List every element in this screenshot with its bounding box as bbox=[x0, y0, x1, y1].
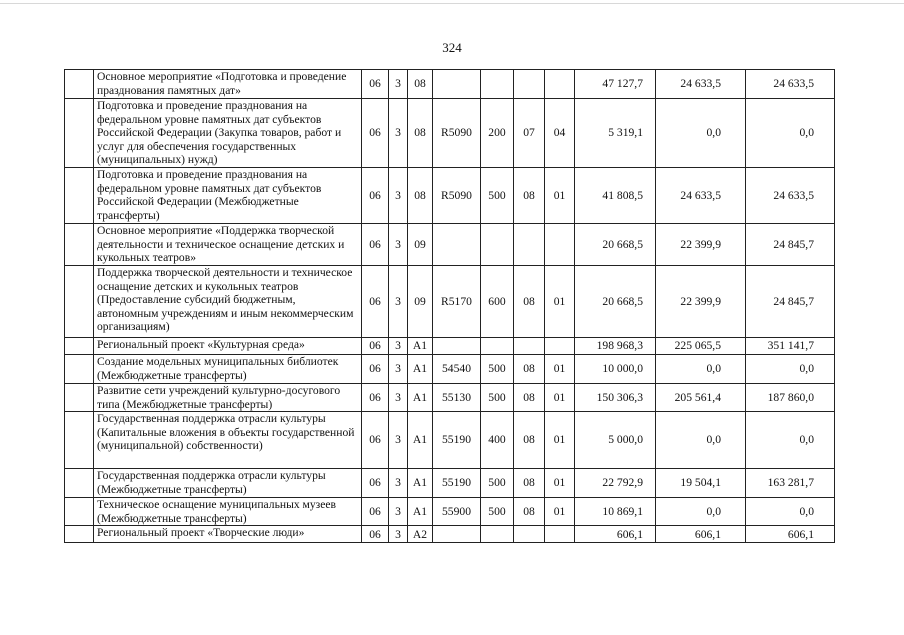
amount-year-3: 0,0 bbox=[746, 99, 835, 168]
amount-year-1: 5 319,1 bbox=[575, 99, 656, 168]
code-subsection bbox=[545, 224, 575, 266]
page-number: 324 bbox=[442, 40, 462, 55]
code-expense-type: 500 bbox=[481, 355, 514, 384]
page-top-edge bbox=[0, 3, 904, 4]
code-subsection: 01 bbox=[545, 168, 575, 224]
amount-year-3: 606,1 bbox=[746, 526, 835, 543]
code-subsection: 01 bbox=[545, 384, 575, 412]
blank-cell bbox=[65, 338, 94, 355]
code-program: 3 bbox=[389, 469, 408, 498]
code-section: 08 bbox=[514, 384, 545, 412]
amount-year-3: 24 633,5 bbox=[746, 70, 835, 99]
code-program: 3 bbox=[389, 384, 408, 412]
code-ministry: 06 bbox=[362, 355, 389, 384]
amount-year-2: 22 399,9 bbox=[656, 224, 746, 266]
code-subprogram: A1 bbox=[408, 355, 433, 384]
amount-year-2: 24 633,5 bbox=[656, 70, 746, 99]
code-expense-type bbox=[481, 224, 514, 266]
code-ministry: 06 bbox=[362, 412, 389, 469]
code-subprogram: A1 bbox=[408, 498, 433, 526]
amount-year-2: 606,1 bbox=[656, 526, 746, 543]
amount-year-1: 10 000,0 bbox=[575, 355, 656, 384]
code-section: 08 bbox=[514, 498, 545, 526]
blank-cell bbox=[65, 224, 94, 266]
code-target: R5090 bbox=[433, 168, 481, 224]
code-subprogram: A2 bbox=[408, 526, 433, 543]
amount-year-2: 19 504,1 bbox=[656, 469, 746, 498]
table-row bbox=[65, 70, 835, 99]
code-expense-type: 600 bbox=[481, 266, 514, 338]
code-target: R5170 bbox=[433, 266, 481, 338]
amount-year-1: 150 306,3 bbox=[575, 384, 656, 412]
code-ministry: 06 bbox=[362, 168, 389, 224]
code-subprogram: 08 bbox=[408, 168, 433, 224]
code-expense-type: 500 bbox=[481, 498, 514, 526]
amount-year-3: 0,0 bbox=[746, 412, 835, 469]
code-target: 54540 bbox=[433, 355, 481, 384]
table-row bbox=[65, 338, 835, 355]
amount-year-1: 198 968,3 bbox=[575, 338, 656, 355]
code-expense-type bbox=[481, 526, 514, 543]
code-subprogram: A1 bbox=[408, 338, 433, 355]
code-ministry: 06 bbox=[362, 384, 389, 412]
table-row bbox=[65, 355, 835, 384]
code-target bbox=[433, 526, 481, 543]
code-program: 3 bbox=[389, 338, 408, 355]
table-row bbox=[65, 412, 835, 469]
amount-year-1: 22 792,9 bbox=[575, 469, 656, 498]
table-row bbox=[65, 469, 835, 498]
code-subprogram: 09 bbox=[408, 266, 433, 338]
code-target bbox=[433, 224, 481, 266]
amount-year-2: 205 561,4 bbox=[656, 384, 746, 412]
table-row bbox=[65, 224, 835, 266]
code-expense-type: 400 bbox=[481, 412, 514, 469]
table-body bbox=[65, 70, 835, 543]
code-program: 3 bbox=[389, 70, 408, 99]
code-target: 55190 bbox=[433, 412, 481, 469]
amount-year-2: 0,0 bbox=[656, 99, 746, 168]
code-subprogram: 08 bbox=[408, 99, 433, 168]
amount-year-3: 24 845,7 bbox=[746, 266, 835, 338]
table-row bbox=[65, 498, 835, 526]
code-section: 08 bbox=[514, 469, 545, 498]
code-expense-type bbox=[481, 338, 514, 355]
row-name: Региональный проект «Культурная среда» bbox=[94, 338, 362, 355]
row-name: Региональный проект «Творческие люди» bbox=[94, 526, 362, 543]
code-target bbox=[433, 70, 481, 99]
code-target: 55900 bbox=[433, 498, 481, 526]
code-expense-type: 500 bbox=[481, 469, 514, 498]
amount-year-1: 47 127,7 bbox=[575, 70, 656, 99]
code-ministry: 06 bbox=[362, 526, 389, 543]
code-subsection: 04 bbox=[545, 99, 575, 168]
row-name: Техническое оснащение муниципальных музеев (Межбюджетные трансферты) bbox=[94, 498, 362, 526]
row-name: Государственная поддержка отрасли культуры (Межбюджетные трансферты) bbox=[94, 469, 362, 498]
row-name: Государственная поддержка отрасли культуры (Капитальные вложения в объекты государственной (муниципальной) собственности) bbox=[94, 412, 362, 469]
amount-year-3: 24 633,5 bbox=[746, 168, 835, 224]
code-subsection bbox=[545, 70, 575, 99]
code-target: R5090 bbox=[433, 99, 481, 168]
amount-year-2: 225 065,5 bbox=[656, 338, 746, 355]
table-row bbox=[65, 99, 835, 168]
row-name: Основное мероприятие «Поддержка творческой деятельности и техническое оснащение детских и кукольных театров» bbox=[94, 224, 362, 266]
amount-year-2: 0,0 bbox=[656, 355, 746, 384]
blank-cell bbox=[65, 355, 94, 384]
row-name: Подготовка и проведение празднования на федеральном уровне памятных дат субъектов Российской Федерации (Закупка товаров, работ и услуг для обеспечения государственных (муниципальных) нужд) bbox=[94, 99, 362, 168]
row-name: Подготовка и проведение празднования на федеральном уровне памятных дат субъектов Российской Федерации (Межбюджетные трансферты) bbox=[94, 168, 362, 224]
blank-cell bbox=[65, 266, 94, 338]
code-expense-type: 500 bbox=[481, 384, 514, 412]
code-subsection: 01 bbox=[545, 412, 575, 469]
code-subprogram: 08 bbox=[408, 70, 433, 99]
table-row bbox=[65, 526, 835, 543]
code-ministry: 06 bbox=[362, 224, 389, 266]
code-program: 3 bbox=[389, 224, 408, 266]
code-subprogram: A1 bbox=[408, 384, 433, 412]
code-ministry: 06 bbox=[362, 469, 389, 498]
code-ministry: 06 bbox=[362, 99, 389, 168]
amount-year-2: 22 399,9 bbox=[656, 266, 746, 338]
code-subsection: 01 bbox=[545, 469, 575, 498]
code-section bbox=[514, 70, 545, 99]
code-section: 08 bbox=[514, 412, 545, 469]
blank-cell bbox=[65, 99, 94, 168]
code-subprogram: 09 bbox=[408, 224, 433, 266]
code-program: 3 bbox=[389, 168, 408, 224]
code-section: 08 bbox=[514, 355, 545, 384]
code-target: 55130 bbox=[433, 384, 481, 412]
code-expense-type bbox=[481, 70, 514, 99]
amount-year-3: 351 141,7 bbox=[746, 338, 835, 355]
amount-year-2: 0,0 bbox=[656, 412, 746, 469]
code-subprogram: A1 bbox=[408, 469, 433, 498]
amount-year-3: 163 281,7 bbox=[746, 469, 835, 498]
blank-cell bbox=[65, 412, 94, 469]
code-ministry: 06 bbox=[362, 338, 389, 355]
amount-year-3: 0,0 bbox=[746, 355, 835, 384]
row-name: Развитие сети учреждений культурно-досугового типа (Межбюджетные трансферты) bbox=[94, 384, 362, 412]
blank-cell bbox=[65, 384, 94, 412]
code-subsection: 01 bbox=[545, 266, 575, 338]
blank-cell bbox=[65, 70, 94, 99]
code-subsection: 01 bbox=[545, 498, 575, 526]
code-subsection bbox=[545, 526, 575, 543]
amount-year-1: 606,1 bbox=[575, 526, 656, 543]
code-section: 08 bbox=[514, 168, 545, 224]
code-subsection: 01 bbox=[545, 355, 575, 384]
blank-cell bbox=[65, 526, 94, 543]
code-section bbox=[514, 338, 545, 355]
code-section: 08 bbox=[514, 266, 545, 338]
code-program: 3 bbox=[389, 266, 408, 338]
amount-year-2: 24 633,5 bbox=[656, 168, 746, 224]
amount-year-1: 20 668,5 bbox=[575, 224, 656, 266]
amount-year-1: 20 668,5 bbox=[575, 266, 656, 338]
code-section: 07 bbox=[514, 99, 545, 168]
table-row bbox=[65, 384, 835, 412]
blank-cell bbox=[65, 498, 94, 526]
code-section bbox=[514, 224, 545, 266]
code-section bbox=[514, 526, 545, 543]
code-ministry: 06 bbox=[362, 498, 389, 526]
table-row bbox=[65, 168, 835, 224]
row-name: Основное мероприятие «Подготовка и проведение празднования памятных дат» bbox=[94, 70, 362, 99]
row-name: Создание модельных муниципальных библиотек (Межбюджетные трансферты) bbox=[94, 355, 362, 384]
amount-year-3: 187 860,0 bbox=[746, 384, 835, 412]
blank-cell bbox=[65, 168, 94, 224]
code-expense-type: 500 bbox=[481, 168, 514, 224]
code-target: 55190 bbox=[433, 469, 481, 498]
row-name: Поддержка творческой деятельности и техническое оснащение детских и кукольных театров (Предоставление субсидий бюджетным, автономным учреждениям и иным некоммерческим организациям) bbox=[94, 266, 362, 338]
amount-year-3: 0,0 bbox=[746, 498, 835, 526]
code-program: 3 bbox=[389, 355, 408, 384]
code-program: 3 bbox=[389, 526, 408, 543]
amount-year-1: 5 000,0 bbox=[575, 412, 656, 469]
code-program: 3 bbox=[389, 412, 408, 469]
amount-year-3: 24 845,7 bbox=[746, 224, 835, 266]
code-target bbox=[433, 338, 481, 355]
code-expense-type: 200 bbox=[481, 99, 514, 168]
code-program: 3 bbox=[389, 498, 408, 526]
code-program: 3 bbox=[389, 99, 408, 168]
amount-year-1: 10 869,1 bbox=[575, 498, 656, 526]
code-subsection bbox=[545, 338, 575, 355]
amount-year-1: 41 808,5 bbox=[575, 168, 656, 224]
code-ministry: 06 bbox=[362, 70, 389, 99]
budget-table bbox=[64, 69, 835, 543]
table-row bbox=[65, 266, 835, 338]
code-subprogram: A1 bbox=[408, 412, 433, 469]
amount-year-2: 0,0 bbox=[656, 498, 746, 526]
code-ministry: 06 bbox=[362, 266, 389, 338]
blank-cell bbox=[65, 469, 94, 498]
